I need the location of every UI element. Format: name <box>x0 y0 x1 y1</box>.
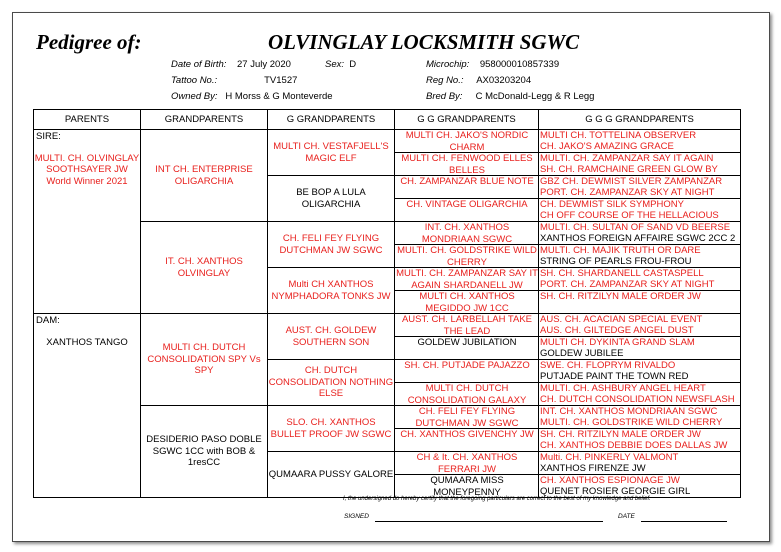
gg-grandparent-name: CH. VINTAGE OLIGARCHIA <box>406 199 528 210</box>
gg-grandparent-cell <box>395 199 539 222</box>
dam-label: DAM: <box>36 315 60 326</box>
gg-grandparent-name: CH. FELI FEY FLYING DUTCHMAN JW SGWC <box>415 406 519 428</box>
ggg-grandparent-name: STRING OF PEARLS FROU-FROU <box>540 256 692 267</box>
gg-grandparent-name: MULTI CH. JAKO'S NORDIC CHARM <box>405 130 529 152</box>
tattoo-label: Tattoo No.: <box>171 75 218 86</box>
ggg-grandparent-cell <box>539 291 741 314</box>
ggg-grandparent-name: SH. CH. RITZILYN MALE ORDER JW <box>540 291 701 302</box>
reg-row <box>426 75 531 86</box>
bred-label: Bred By: <box>426 91 463 102</box>
ggg-grandparent-cell <box>539 153 741 176</box>
g-grandparent-cell: Multi CH XANTHOS NYMPHADORA TONKS JW <box>268 268 395 314</box>
owner-row <box>171 91 333 102</box>
date-line[interactable] <box>641 521 727 522</box>
tattoo-value: TV1527 <box>264 75 298 86</box>
gg-grandparent-cell <box>395 406 539 429</box>
sex-label: Sex: <box>325 59 345 70</box>
ggg-grandparent-name: CH. XANTHOS ESPIONAGE JW <box>540 475 680 486</box>
date-label: DATE <box>618 513 635 520</box>
grandparent-cell: MULTI CH. DUTCH CONSOLIDATION SPY Vs SPY <box>141 314 268 406</box>
dam-name: XANTHOS TANGO <box>46 336 128 348</box>
ggg-grandparent-name: PORT. CH. ZAMPANZAR SKY AT NIGHT <box>540 279 715 290</box>
microchip-value: 958000010857339 <box>479 59 560 70</box>
gg-grandparent-cell <box>395 360 539 383</box>
ggg-grandparent-cell <box>539 222 741 245</box>
gg-grandparent-name: CH. XANTHOS GIVENCHY JW <box>400 429 534 440</box>
ggg-grandparent-name: CH OFF COURSE OF THE HELLACIOUS <box>540 210 719 221</box>
ggg-grandparent-name: GOLDEW JUBILEE <box>540 348 624 359</box>
gg-grandparent-name: CH. ZAMPANZAR BLUE NOTE <box>400 176 534 187</box>
ggg-grandparent-name: SH. CH. RITZILYN MALE ORDER JW <box>540 429 701 440</box>
ggg-grandparent-name: MULTI. CH. SULTAN OF SAND VD BEERSE <box>540 222 731 233</box>
ggg-grandparent-name: SH. CH. RAMCHAINE GREEN GLOW BY <box>540 164 718 175</box>
ggg-grandparent-name: SH. CH. SHARDANELL CASTASPELL <box>540 268 704 279</box>
g-grandparent-cell: SLO. CH. XANTHOS BULLET PROOF JW SGWC <box>268 406 395 452</box>
ggg-grandparent-cell <box>539 475 741 498</box>
dam-cell <box>34 314 141 498</box>
ggg-grandparent-name: MULTI CH. TOTTELINA OBSERVER <box>540 130 697 141</box>
ggg-grandparent-cell <box>539 199 741 222</box>
g-grandparent-cell: BE BOP A LULA OLIGARCHIA <box>268 176 395 222</box>
g-grandparent-cell: AUST. CH. GOLDEW SOUTHERN SON <box>268 314 395 360</box>
sire-cell <box>34 130 141 314</box>
grandparent-cell: INT CH. ENTERPRISE OLIGARCHIA <box>141 130 268 222</box>
dob-label: Date of Birth: <box>171 59 227 70</box>
gg-grandparent-cell <box>395 245 539 268</box>
signed-label: SIGNED <box>344 513 369 520</box>
column-header: G GRANDPARENTS <box>268 110 395 130</box>
ggg-grandparent-name: CH. JAKO'S AMAZING GRACE <box>540 141 674 152</box>
ggg-grandparent-name: CH. XANTHOS DEBBIE DOES DALLAS JW <box>540 440 728 451</box>
sex-row <box>325 59 356 70</box>
ggg-grandparent-name: MULTI. CH. MAJIK TRUTH OR DARE <box>540 245 701 256</box>
microchip-row <box>426 59 559 70</box>
sire-label: SIRE: <box>36 131 61 142</box>
gg-grandparent-name: MULTI CH. FENWOOD ELLES BELLES <box>401 153 533 175</box>
gg-grandparent-name: GOLDEW JUBILATION <box>417 337 517 348</box>
ggg-grandparent-name: AUS. CH. ACACIAN SPECIAL EVENT <box>540 314 703 325</box>
ggg-grandparent-name: AUS. CH. GILTEDGE ANGEL DUST <box>540 325 694 336</box>
gg-grandparent-name: QUMAARA MISS MONEYPENNY <box>430 475 504 497</box>
ggg-grandparent-name: MULTI. CH. ZAMPANZAR SAY IT AGAIN <box>540 153 714 164</box>
column-header: G G GRANDPARENTS <box>395 110 539 130</box>
gg-grandparent-cell <box>395 176 539 199</box>
owned-value: H Morss & G Monteverde <box>225 91 333 102</box>
ggg-grandparent-name: Multi. CH. PINKERLY VALMONT <box>540 452 679 463</box>
gg-grandparent-name: MULTI CH. DUTCH CONSOLIDATION GALAXY <box>407 383 527 405</box>
ggg-grandparent-name: INT. CH. XANTHOS MONDRIAAN SGWC <box>540 406 718 417</box>
breeder-row <box>426 91 594 102</box>
ggg-grandparent-name: GBZ CH. DEWMIST SILVER ZAMPANZAR <box>540 176 723 187</box>
gg-grandparent-cell <box>395 130 539 153</box>
dob-value: 27 July 2020 <box>237 59 291 70</box>
column-header: GRANDPARENTS <box>141 110 268 130</box>
gg-grandparent-name: CH & It. CH. XANTHOS FERRARI JW <box>416 452 518 474</box>
gg-grandparent-cell <box>395 452 539 475</box>
microchip-label: Microchip: <box>426 59 470 70</box>
ggg-grandparent-name: MULTI CH. DYKINTA GRAND SLAM <box>540 337 695 348</box>
certification-text: I, the undersigned do hereby certify that the foregoing particulars are correct to the best of my knowledge and belief. <box>343 496 651 502</box>
signature-line[interactable] <box>375 521 603 522</box>
ggg-grandparent-cell <box>539 452 741 475</box>
gg-grandparent-cell <box>395 383 539 406</box>
gg-grandparent-name: SH. CH. PUTJADE PAJAZZO <box>404 360 530 371</box>
ggg-grandparent-name: SWE. CH. FLOPRYM RIVALDO <box>540 360 676 371</box>
dob-row <box>171 59 291 70</box>
gg-grandparent-name: INT. CH. XANTHOS MONDRIAAN SGWC <box>421 222 513 244</box>
ggg-grandparent-cell <box>539 314 741 337</box>
pedigree-row <box>34 406 741 429</box>
gg-grandparent-name: MULTI. CH. ZAMPANZAR SAY IT AGAIN SHARDANELL JW <box>396 268 538 290</box>
dog-name: OLVINGLAY LOCKSMITH SGWC <box>268 30 580 54</box>
ggg-grandparent-cell <box>539 176 741 199</box>
g-grandparent-cell: CH. FELI FEY FLYING DUTCHMAN JW SGWC <box>268 222 395 268</box>
pedigree-row <box>34 314 741 337</box>
ggg-grandparent-cell <box>539 429 741 452</box>
column-header: G G G GRANDPARENTS <box>539 110 741 130</box>
gg-grandparent-cell <box>395 268 539 291</box>
ggg-grandparent-name: MULTI. CH. GOLDSTRIKE WILD CHERRY <box>540 417 723 428</box>
ggg-grandparent-name: MULTI. CH. ASHBURY ANGEL HEART <box>540 383 706 394</box>
gg-grandparent-cell <box>395 337 539 360</box>
grandparent-cell: DESIDERIO PASO DOBLE SGWC 1CC with BOB & 1resCC <box>141 406 268 498</box>
ggg-grandparent-cell <box>539 360 741 383</box>
gg-grandparent-name: AUST. CH. LARBELLAH TAKE THE LEAD <box>401 314 533 336</box>
sire-name: MULTI. CH. OLVINGLAY SOOTHSAYER JW World Winner 2021 <box>34 152 140 187</box>
ggg-grandparent-cell <box>539 383 741 406</box>
ggg-grandparent-name: CH. DEWMIST SILK SYMPHONY <box>540 199 684 210</box>
gg-grandparent-cell <box>395 429 539 452</box>
gg-grandparent-name: MULTI CH. XANTHOS MEGIDDO JW 1CC <box>419 291 515 313</box>
g-grandparent-cell: MULTI CH. VESTAFJELL'S MAGIC ELF <box>268 130 395 176</box>
ggg-grandparent-name: PORT. CH. ZAMPANZAR SKY AT NIGHT <box>540 187 715 198</box>
ggg-grandparent-cell <box>539 406 741 429</box>
g-grandparent-cell: QUMAARA PUSSY GALORE <box>268 452 395 498</box>
tattoo-row <box>171 75 297 86</box>
pedigree-row <box>34 222 741 245</box>
ggg-grandparent-name: XANTHOS FOREIGN AFFAIRE SGWC 2CC 2 <box>540 233 736 244</box>
gg-grandparent-cell <box>395 475 539 498</box>
pedigree-table <box>33 109 741 498</box>
g-grandparent-cell: CH. DUTCH CONSOLIDATION NOTHING ELSE <box>268 360 395 406</box>
reg-label: Reg No.: <box>426 75 464 86</box>
gg-grandparent-cell <box>395 153 539 176</box>
owned-label: Owned By: <box>171 91 218 102</box>
grandparent-cell: IT. CH. XANTHOS OLVINGLAY <box>141 222 268 314</box>
pedigree-header-row <box>34 110 741 130</box>
ggg-grandparent-name: CH. DUTCH CONSOLIDATION NEWSFLASH <box>540 394 735 405</box>
ggg-grandparent-name: QUENET ROSIER GEORGIE GIRL <box>540 486 691 497</box>
sex-value: D <box>349 59 357 70</box>
bred-value: C McDonald-Legg & R Legg <box>475 91 595 102</box>
ggg-grandparent-cell <box>539 245 741 268</box>
ggg-grandparent-cell <box>539 337 741 360</box>
gg-grandparent-name: MULTI. CH. GOLDSTRIKE WILD CHERRY <box>397 245 537 267</box>
pedigree-label: Pedigree of: <box>36 30 142 54</box>
ggg-grandparent-name: XANTHOS FIRENZE JW <box>540 463 646 474</box>
gg-grandparent-cell <box>395 314 539 337</box>
gg-grandparent-cell <box>395 291 539 314</box>
ggg-grandparent-cell <box>539 268 741 291</box>
reg-value: AX03203204 <box>476 75 532 86</box>
gg-grandparent-cell <box>395 222 539 245</box>
ggg-grandparent-cell <box>539 130 741 153</box>
ggg-grandparent-name: PUTJADE PAINT THE TOWN RED <box>540 371 689 382</box>
column-header: PARENTS <box>34 110 141 130</box>
pedigree-row <box>34 130 741 153</box>
